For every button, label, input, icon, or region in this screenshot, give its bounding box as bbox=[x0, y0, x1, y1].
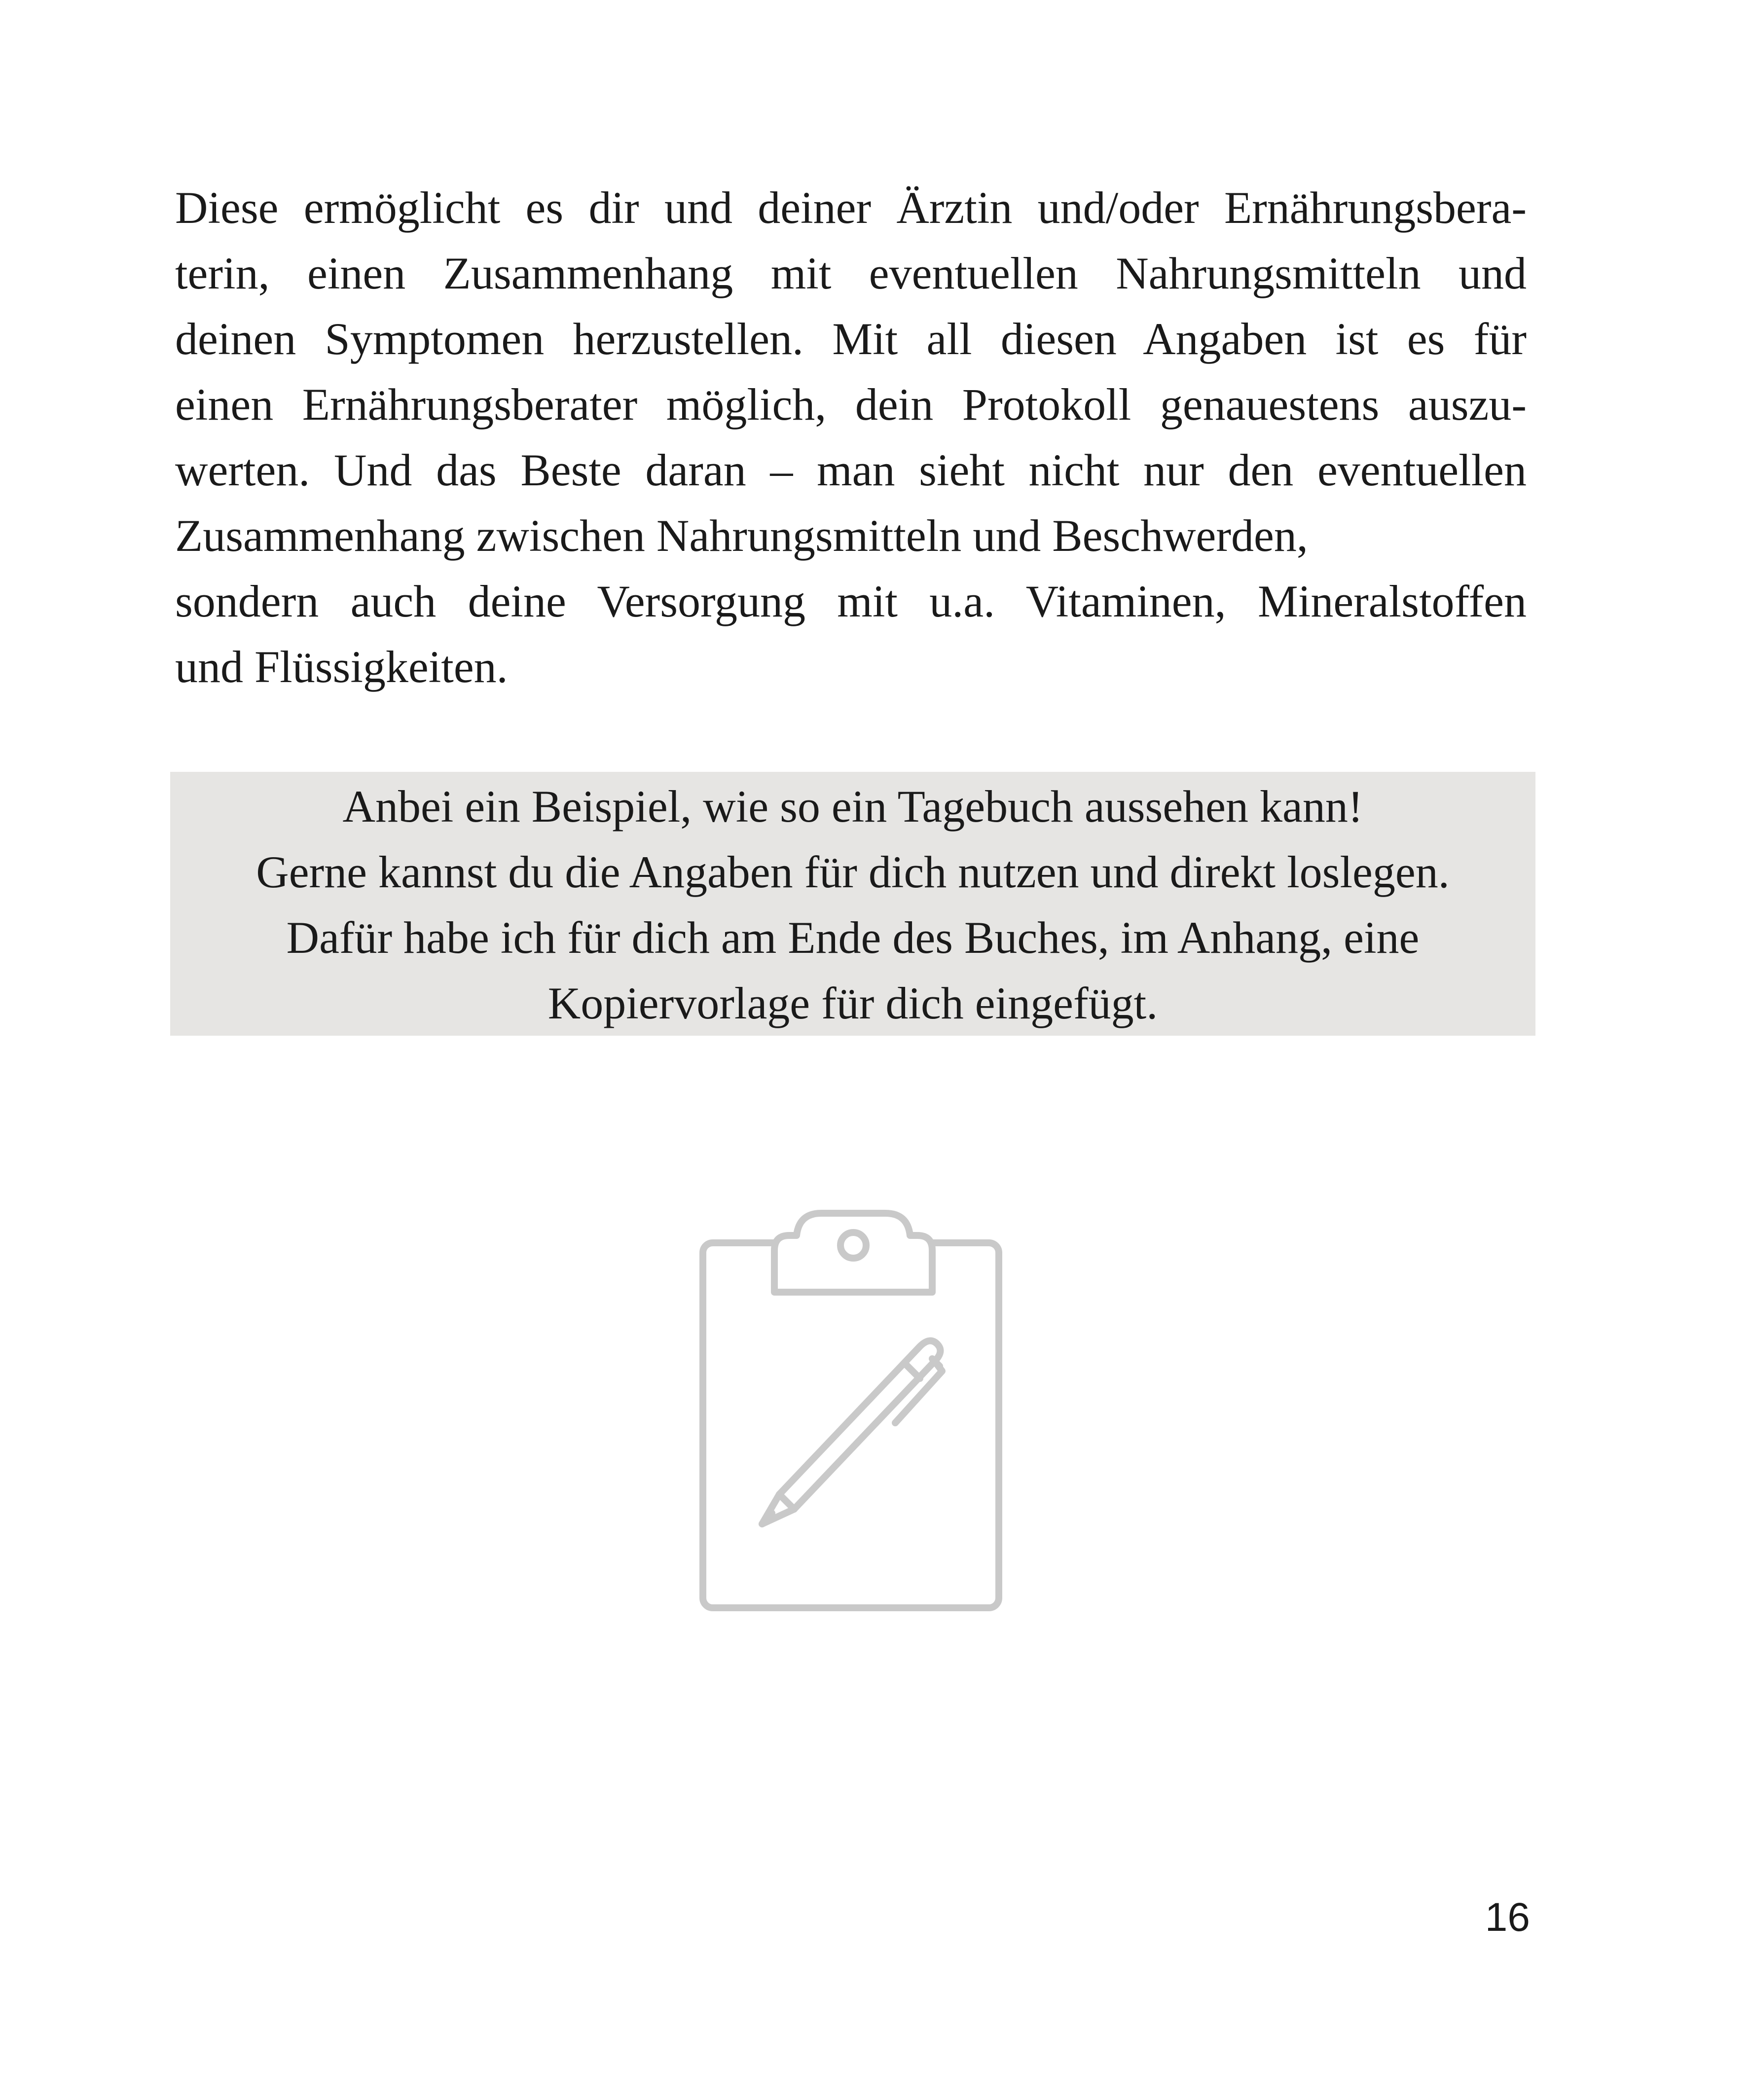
paragraph-line: einen Ernährungsberater möglich, dein Protokoll genauestens auszu- bbox=[175, 379, 1527, 430]
callout-line: Dafür habe ich für dich am Ende des Buches, im Anhang, eine bbox=[286, 912, 1420, 963]
paragraph-line: terin, einen Zusammenhang mit eventuellen Nahrungsmitteln und bbox=[175, 248, 1527, 298]
callout-box bbox=[170, 772, 1535, 1036]
callout-line: Gerne kannst du die Angaben für dich nutzen und direkt loslegen. bbox=[256, 847, 1450, 897]
paragraph-line: Diese ermöglicht es dir und deiner Ärztin und/oder Ernährungsbera- bbox=[175, 182, 1527, 233]
callout-line: Kopiervorlage für dich eingefügt. bbox=[547, 978, 1158, 1028]
paragraph-line: und Flüssigkeiten. bbox=[175, 642, 508, 692]
body-paragraph bbox=[175, 175, 1527, 700]
paragraph-line: sondern auch deine Versorgung mit u.a. Vitaminen, Mineralstoffen bbox=[175, 576, 1527, 626]
paragraph-line: werten. Und das Beste daran – man sieht nicht nur den eventuellen bbox=[175, 445, 1527, 495]
clipboard-with-pen-icon bbox=[693, 1203, 1014, 1623]
page-number: 16 bbox=[1485, 1895, 1530, 1940]
clipboard-board bbox=[703, 1243, 999, 1608]
paragraph-line: Zusammenhang zwischen Nahrungsmitteln und Beschwerden, bbox=[175, 510, 1308, 561]
callout-line: Anbei ein Beispiel, wie so ein Tagebuch aussehen kann! bbox=[342, 781, 1363, 832]
pen-icon bbox=[762, 1341, 942, 1524]
clipboard-clip bbox=[774, 1213, 932, 1292]
paragraph-line: deinen Symptomen herzustellen. Mit all diesen Angaben ist es für bbox=[175, 314, 1527, 364]
